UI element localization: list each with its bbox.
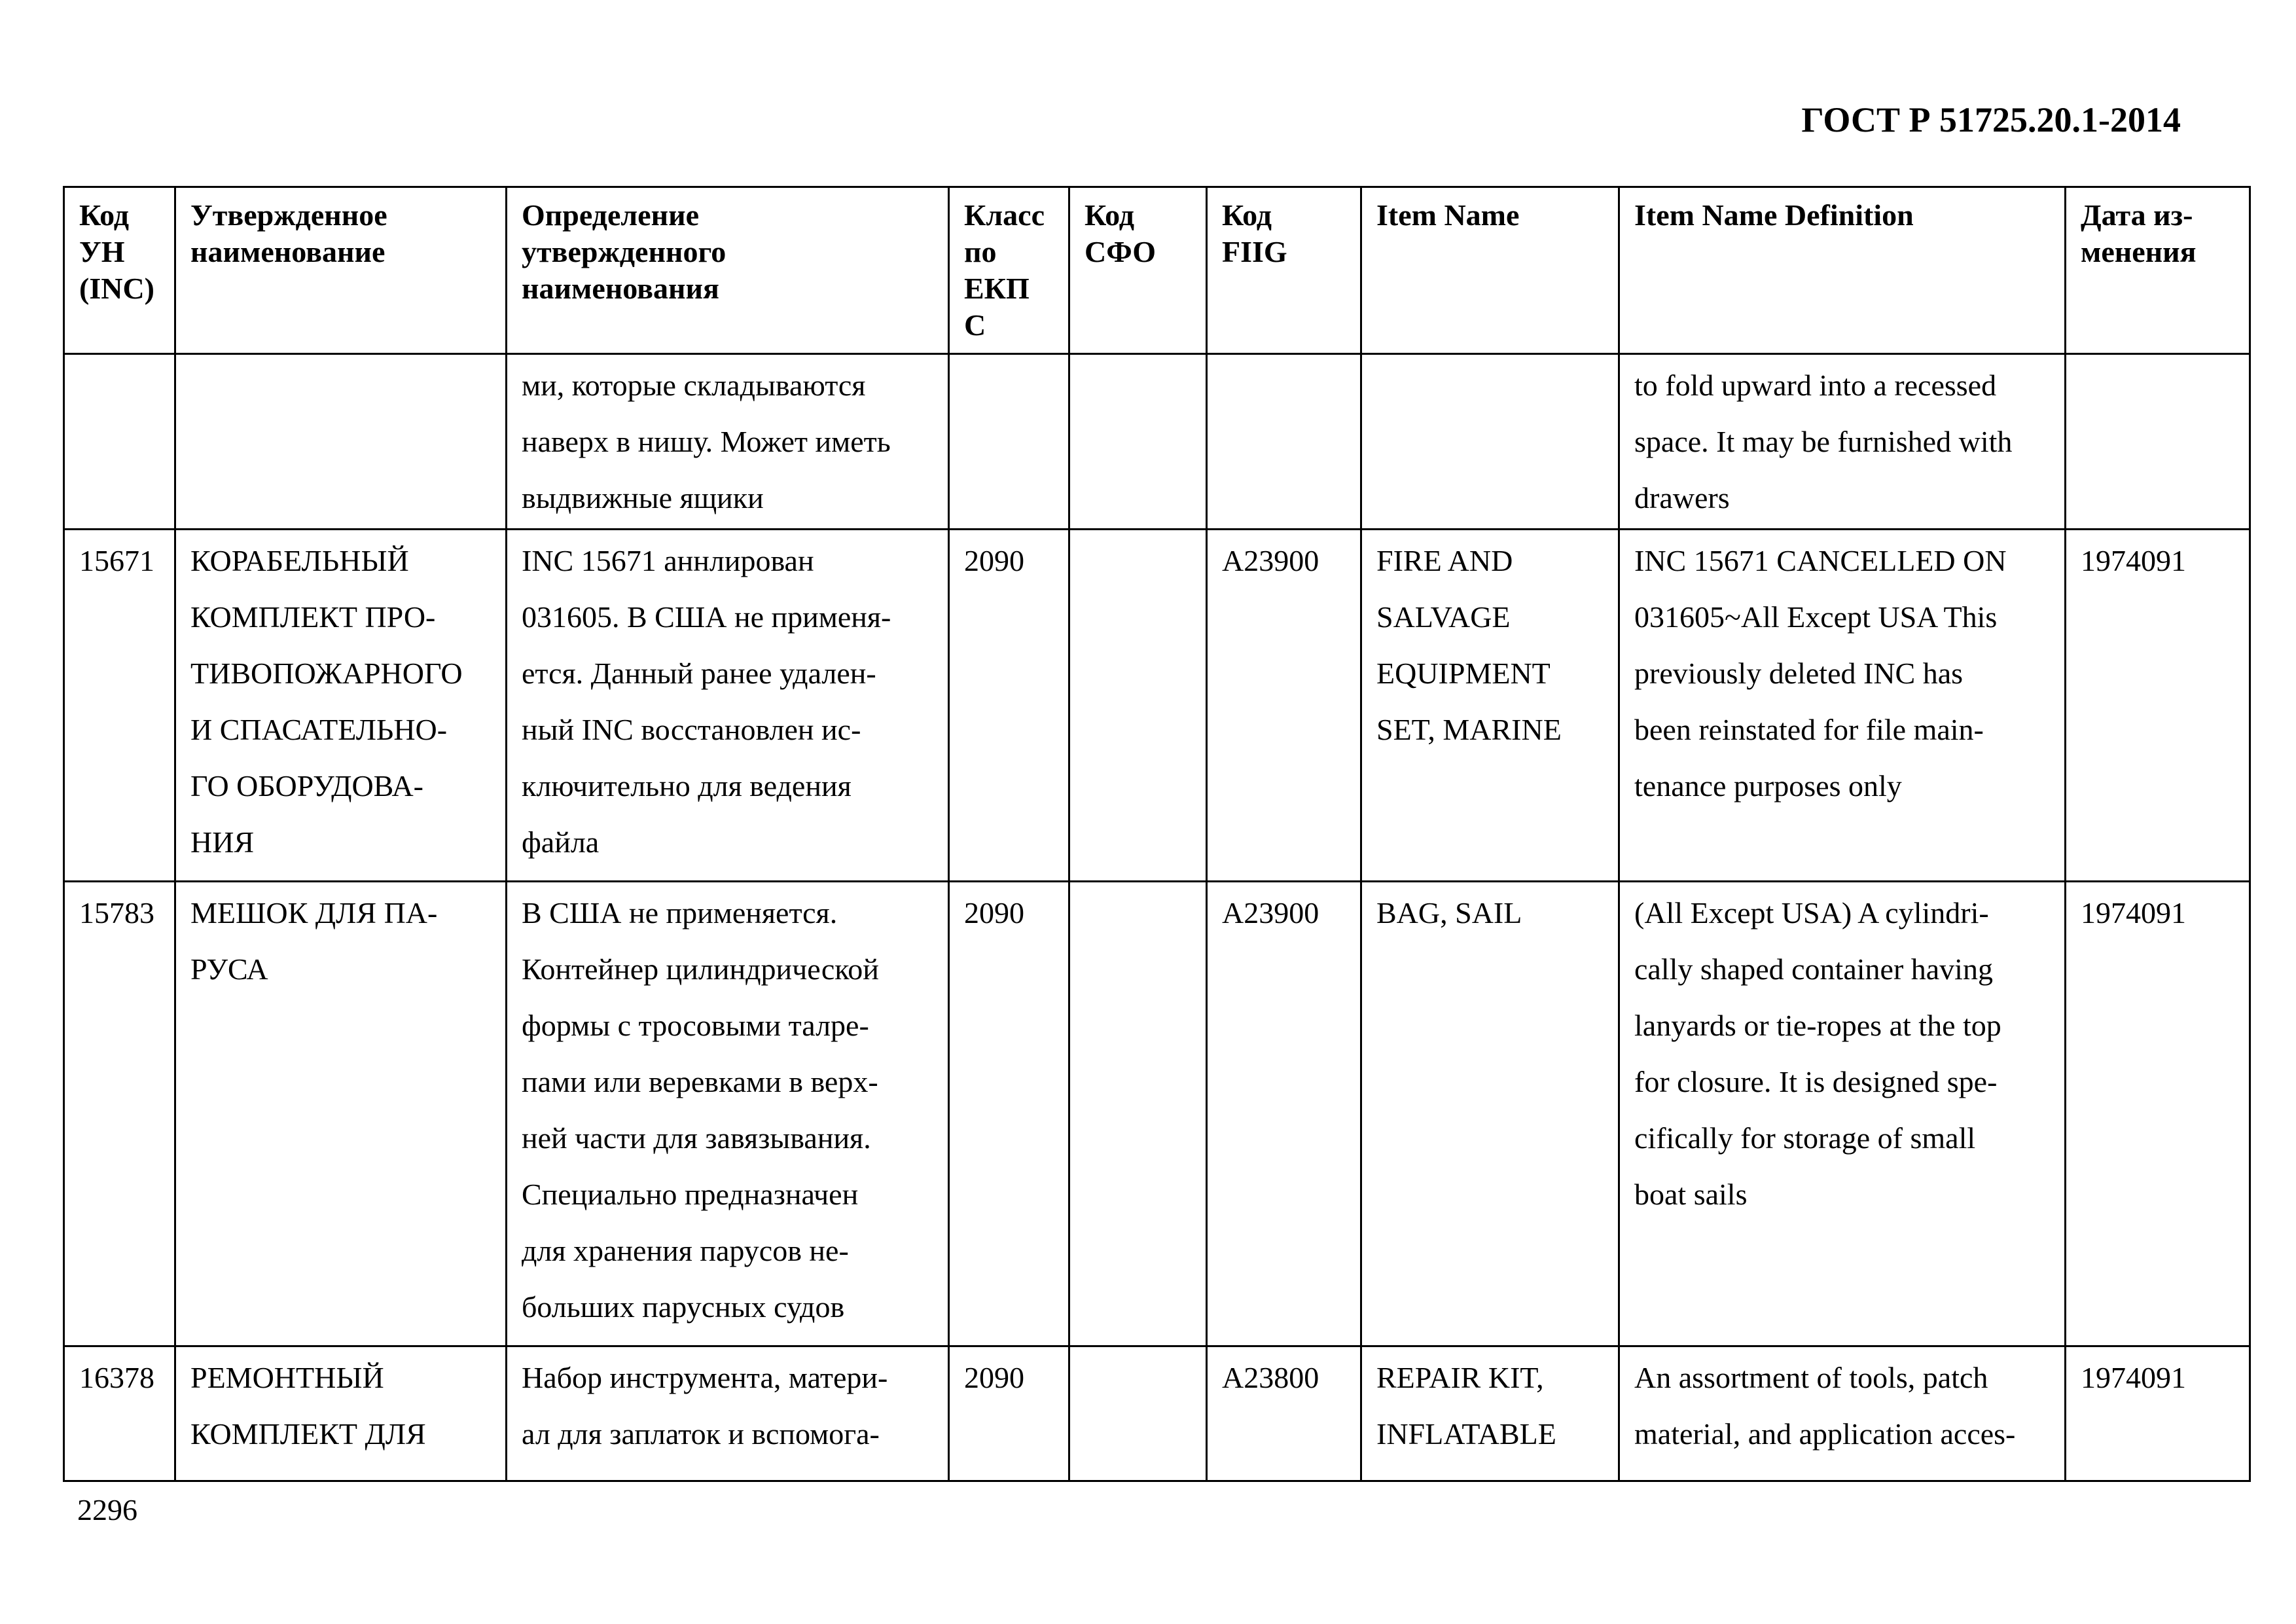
- cell-sfo: [1069, 530, 1207, 882]
- col-header-name-definition: Определение утвержденного наименования: [507, 187, 949, 354]
- cell-fiig: A23800: [1207, 1346, 1361, 1481]
- cell-approved-name: РЕМОНТНЫЙ КОМПЛЕКТ ДЛЯ: [175, 1346, 507, 1481]
- table-row: [64, 530, 2250, 882]
- cell-approved-name: [175, 354, 507, 530]
- cell-class: 2090: [949, 1346, 1069, 1481]
- cell-sfo: [1069, 1346, 1207, 1481]
- cell-class: 2090: [949, 882, 1069, 1346]
- cell-inc: 15671: [64, 530, 175, 882]
- cell-class: 2090: [949, 530, 1069, 882]
- cell-approved-name: МЕШОК ДЛЯ ПА- РУСА: [175, 882, 507, 1346]
- col-header-inc: Код УН (INC): [64, 187, 175, 354]
- cell-approved-name: КОРАБЕЛЬНЫЙ КОМПЛЕКТ ПРО- ТИВОПОЖАРНОГО И СПАСАТЕЛЬНО- ГО ОБОРУДОВА- НИЯ: [175, 530, 507, 882]
- cell-sfo: [1069, 354, 1207, 530]
- cell-sfo: [1069, 882, 1207, 1346]
- cell-change-date: 1974091: [2066, 1346, 2250, 1481]
- cell-item-name: FIRE AND SALVAGE EQUIPMENT SET, MARINE: [1361, 530, 1619, 882]
- cell-fiig: A23900: [1207, 882, 1361, 1346]
- cell-name-definition: ми, которые складываются наверх в нишу. Может иметь выдвижные ящики: [507, 354, 949, 530]
- table-row: [64, 882, 2250, 1346]
- cell-name-definition: INC 15671 аннлирован 031605. В США не применя- ется. Данный ранее удален- ный INC восстановлен ис- ключительно для ведения файла: [507, 530, 949, 882]
- cell-class: [949, 354, 1069, 530]
- cell-inc: 15783: [64, 882, 175, 1346]
- cell-item-name: REPAIR KIT, INFLATABLE: [1361, 1346, 1619, 1481]
- cell-item-name: BAG, SAIL: [1361, 882, 1619, 1346]
- cell-change-date: 1974091: [2066, 882, 2250, 1346]
- page-number: 2296: [77, 1493, 137, 1526]
- col-header-approved-name: Утвержденное наименование: [175, 187, 507, 354]
- cell-item-name: [1361, 354, 1619, 530]
- cell-inc: [64, 354, 175, 530]
- table-row: [64, 1346, 2250, 1481]
- col-header-item-name-definition: Item Name Definition: [1619, 187, 2066, 354]
- cell-item-name-definition: (All Except USA) A cylindri- cally shaped container having lanyards or tie-ropes at the top for closure. It is designed spe- cifically for storage of small boat sails: [1619, 882, 2066, 1346]
- cell-item-name-definition: INC 15671 CANCELLED ON 031605~All Except USA This previously deleted INC has been reinstated for file main- tenance purposes only: [1619, 530, 2066, 882]
- document-code-header: ГОСТ Р 51725.20.1-2014: [1801, 100, 2181, 139]
- cell-name-definition: Набор инструмента, матери- ал для заплаток и вспомога-: [507, 1346, 949, 1481]
- cell-name-definition: В США не применяется. Контейнер цилиндрической формы с тросовыми талре- пами или веревками в верх- ней части для завязывания. Специально предназначен для хранения парусов не- больших парусных судов: [507, 882, 949, 1346]
- col-header-class: Класс по ЕКП С: [949, 187, 1069, 354]
- cell-change-date: 1974091: [2066, 530, 2250, 882]
- cell-item-name-definition: to fold upward into a recessed space. It may be furnished with drawers: [1619, 354, 2066, 530]
- col-header-change-date: Дата из- менения: [2066, 187, 2250, 354]
- col-header-item-name: Item Name: [1361, 187, 1619, 354]
- nomenclature-table: [63, 186, 2251, 1482]
- cell-fiig: A23900: [1207, 530, 1361, 882]
- col-header-sfo: Код СФО: [1069, 187, 1207, 354]
- cell-fiig: [1207, 354, 1361, 530]
- col-header-fiig: Код FIIG: [1207, 187, 1361, 354]
- cell-inc: 16378: [64, 1346, 175, 1481]
- cell-change-date: [2066, 354, 2250, 530]
- table-header-row: [64, 187, 2250, 354]
- cell-item-name-definition: An assortment of tools, patch material, and application acces-: [1619, 1346, 2066, 1481]
- table-row: [64, 354, 2250, 530]
